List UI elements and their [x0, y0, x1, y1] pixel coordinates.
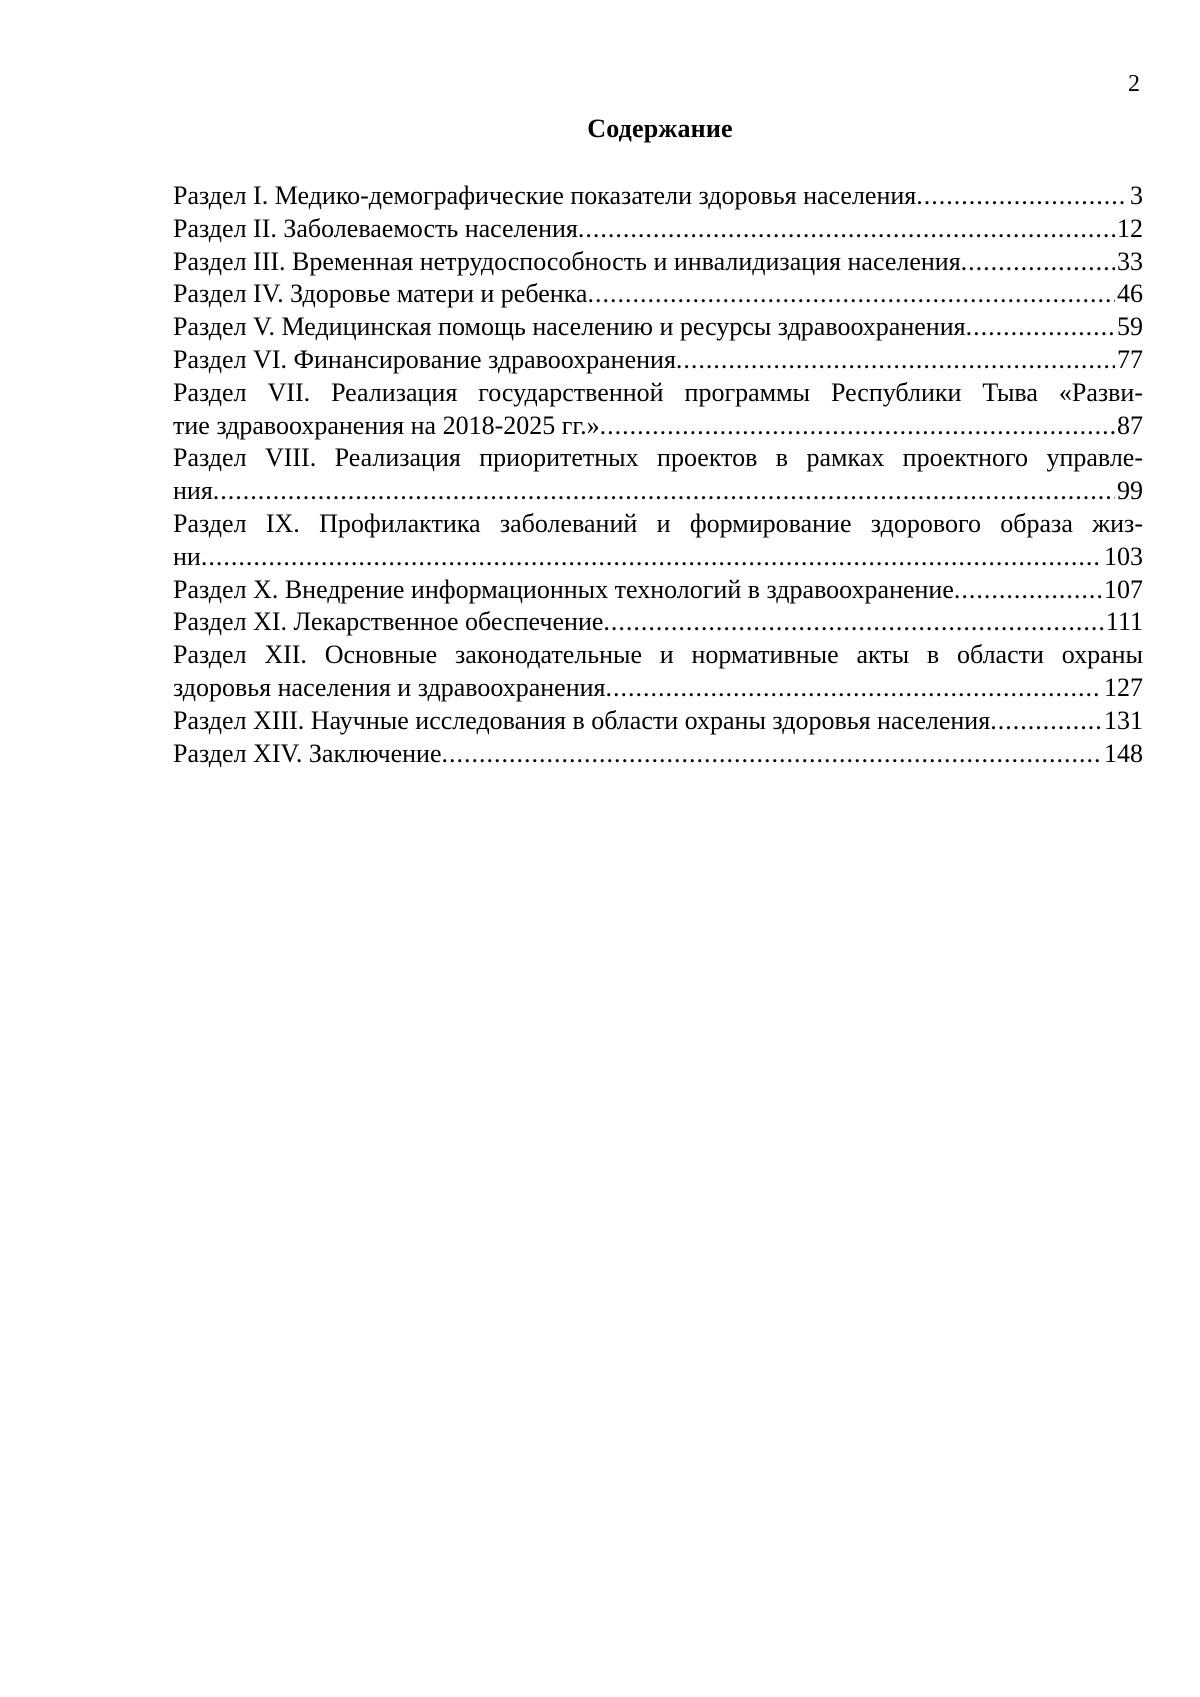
- page-number: 2: [1128, 71, 1140, 97]
- toc-entry-label: Раздел I. Медико-демографические показатели здоровья населения: [173, 181, 917, 210]
- toc-entry-label: ния: [173, 476, 213, 506]
- toc-entry: [173, 541, 1143, 574]
- toc-entry-first-line: Раздел IX. Профилактика заболеваний и формирование здорового образа жиз-: [173, 508, 1143, 538]
- dot-leader: [954, 574, 1102, 607]
- toc-entry-label: Раздел XI. Лекарственное обеспечение: [173, 607, 604, 637]
- toc-entry: [173, 606, 1143, 639]
- toc-entry-label: Раздел X. Внедрение информационных технологий в здравоохранение: [173, 574, 954, 604]
- toc-entry-label: Раздел XIII. Научные исследования в области охраны здоровья населения: [173, 705, 991, 735]
- toc-entry: [173, 672, 1143, 705]
- dot-leader: [603, 606, 1104, 639]
- dot-leader: [990, 705, 1102, 738]
- toc-entry-label: ни: [173, 541, 201, 571]
- toc-entry-first-line: Раздел VII. Реализация государственной программы Республики Тыва «Разви-: [173, 377, 1143, 407]
- toc-entry-page: 12: [1117, 213, 1143, 243]
- dot-leader: [916, 180, 1128, 213]
- dot-leader: [587, 278, 1115, 311]
- toc-entry-page: 3: [1130, 181, 1143, 210]
- toc-entry-page: 127: [1104, 672, 1143, 702]
- dot-leader: [600, 410, 1115, 443]
- toc-entry-page: 111: [1105, 607, 1143, 637]
- toc-entry: [173, 213, 1143, 246]
- toc-entry: [173, 475, 1143, 508]
- toc-entry-page: 99: [1117, 476, 1143, 506]
- toc-entry: [173, 278, 1143, 311]
- toc-entry-page: 33: [1117, 246, 1143, 276]
- toc-entry-page: 87: [1117, 410, 1143, 440]
- toc-entry-label: Раздел XIV. Заключение: [173, 738, 442, 768]
- table-of-contents: [173, 180, 1143, 770]
- dot-leader: [213, 475, 1115, 508]
- toc-entry-page: 107: [1104, 574, 1143, 604]
- toc-entry-page: 103: [1104, 541, 1143, 571]
- toc-entry-label: Раздел VI. Финансирование здравоохранения: [173, 344, 676, 374]
- toc-entry-label: Раздел V. Медицинская помощь населению и ресурсы здравоохранения: [173, 312, 966, 342]
- toc-entry-label: Раздел II. Заболеваемость населения: [173, 213, 578, 243]
- toc-entry: [173, 574, 1143, 607]
- toc-entry: [173, 738, 1143, 771]
- toc-entry-label: тие здравоохранения на 2018-2025 гг.»: [173, 410, 600, 440]
- toc-entry-page: 77: [1117, 344, 1143, 374]
- toc-entry: [173, 705, 1143, 738]
- toc-entry-page: 46: [1117, 279, 1143, 309]
- toc-entry: [173, 344, 1143, 377]
- toc-entry-first-line: Раздел VIII. Реализация приоритетных проектов в рамках проектного управле-: [173, 443, 1143, 473]
- toc-entry-page: 131: [1104, 705, 1143, 735]
- toc-entry-page: 59: [1117, 312, 1143, 342]
- toc-entry-first-line: Раздел XII. Основные законодательные и нормативные акты в области охраны: [173, 640, 1143, 670]
- dot-leader: [442, 738, 1103, 771]
- dot-leader: [606, 672, 1103, 705]
- dot-leader: [966, 311, 1115, 344]
- dot-leader: [961, 246, 1115, 279]
- toc-entry: [173, 311, 1143, 344]
- dot-leader: [676, 344, 1115, 377]
- toc-entry-label: Раздел IV. Здоровье матери и ребенка: [173, 279, 588, 309]
- toc-entry-label: Раздел III. Временная нетрудоспособность и инвалидизация населения: [173, 246, 961, 276]
- dot-leader: [201, 541, 1102, 574]
- toc-entry: [173, 180, 1143, 213]
- toc-entry-label: здоровья населения и здравоохранения: [173, 672, 606, 702]
- toc-entry: [173, 410, 1143, 443]
- dot-leader: [578, 213, 1115, 246]
- page-title: Содержание: [587, 114, 733, 143]
- toc-entry-page: 148: [1104, 738, 1143, 768]
- toc-entry: [173, 246, 1143, 279]
